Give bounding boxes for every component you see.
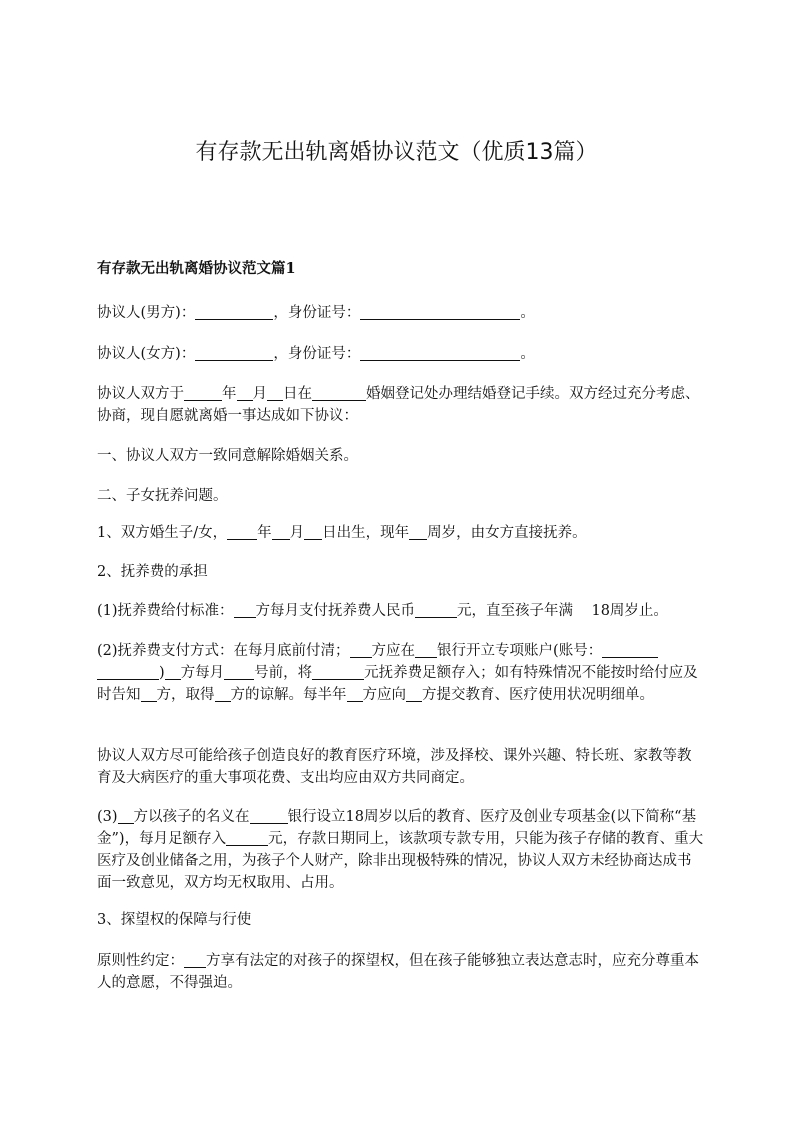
item-3: 3、探望权的保障与行使 xyxy=(97,912,252,928)
section-heading: 有存款无出轨离婚协议范文篇1 xyxy=(97,260,296,277)
wife-name-blank xyxy=(195,344,273,361)
registry-blank xyxy=(312,384,366,401)
account-blank-2 xyxy=(97,663,159,680)
sub-item-3: (3) 方以孩子的名义在 银行设立18周岁以后的教育、医疗及创业专项基金(以下简称“基金”)，每月足额存入 元，存款日期同上，该款项专款专用，只能为孩子存储的教育、重大医疗及创业储备之用，为孩子个人财产，除非出现极特殊的情况，协议人双方未经协商达成书面一致意见，双方均无权取用、占用。 xyxy=(97,809,704,891)
wife-line: 协议人(女方)： ，身份证号： 。 xyxy=(97,346,535,362)
principle-paragraph: 原则性约定： 方享有法定的对孩子的探望权，但在孩子能够独立表达意志时，应充分尊重本人的意愿，不得强迫。 xyxy=(97,953,699,991)
year-blank xyxy=(184,384,222,401)
day-blank xyxy=(267,384,283,401)
sub-item-1: (1)抚养费给付标准： 方每月支付抚养费人民币 元，直至孩子年满 18周岁止。 xyxy=(97,603,668,619)
husband-name-blank xyxy=(195,303,273,320)
month-blank xyxy=(237,384,253,401)
item-2: 2、抚养费的承担 xyxy=(97,564,208,580)
wife-id-blank xyxy=(360,344,520,361)
item-1: 1、双方婚生子/女， 年 月 日出生，现年 周岁，由女方直接抚养。 xyxy=(97,525,587,541)
document-title: 有存款无出轨离婚协议范文（优质13篇） xyxy=(195,140,598,165)
husband-line: 协议人(男方)： ，身份证号： 。 xyxy=(97,305,535,321)
husband-id-blank xyxy=(360,303,520,320)
marriage-paragraph: 协议人双方于 年 月 日在 婚姻登记处办理结婚登记手续。双方经过充分考虑、协商，现自愿就离婚一事达成如下协议： xyxy=(97,386,700,424)
clause-2: 二、子女抚养问题。 xyxy=(97,488,228,504)
clause-1: 一、协议人双方一致同意解除婚姻关系。 xyxy=(97,448,358,464)
account-blank-1 xyxy=(602,641,658,658)
sub-item-2: (2)抚养费支付方式：在每月底前付清； 方应在 银行开立专项账户(账号：) 方每月 号前，将 元抚养费足额存入；如有特殊情况不能按时给付应及时告知 方，取得 方的谅解。每半年 方应向 方提交教育、医疗使用状况明细单。 xyxy=(97,643,698,703)
education-paragraph: 协议人双方尽可能给孩子创造良好的教育医疗环境，涉及择校、课外兴趣、特长班、家教等教育及大病医疗的重大事项花费、支出均应由双方共同商定。 xyxy=(97,748,692,786)
